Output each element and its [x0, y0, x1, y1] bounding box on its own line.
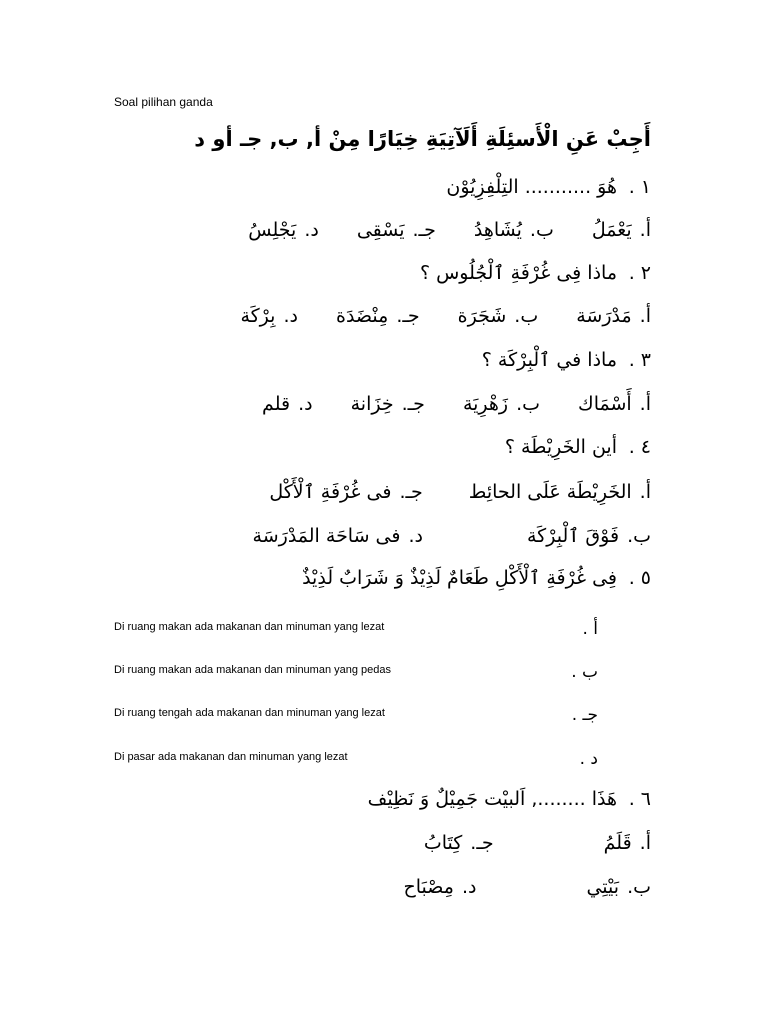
option-d[interactable]: د. فى سَاحَة المَدْرَسَة: [252, 525, 423, 547]
question-5-option-c[interactable]: [0, 705, 768, 727]
question-number: ٤ .: [628, 436, 651, 458]
question-text: ماذا في ٱلْبِرْكَة ؟: [481, 349, 617, 371]
option-c[interactable]: جـ. خِزَانة: [350, 393, 425, 415]
question-6-options-row2: [404, 876, 652, 899]
question-6-options-row1: [424, 832, 651, 855]
question-2: [420, 262, 651, 285]
option-a[interactable]: أ. أَسْمَاك: [578, 393, 651, 415]
question-1-options: [248, 219, 651, 242]
question-number: ١ .: [628, 176, 651, 198]
question-1: [446, 176, 651, 199]
option-d[interactable]: د. قلم: [262, 393, 313, 415]
question-number: ٢ .: [628, 262, 651, 284]
option-a[interactable]: أ. يَعْمَلُ: [591, 219, 651, 241]
option-c[interactable]: جـ. فى غُرْفَةِ ٱلْأَكْل: [269, 481, 423, 503]
question-5-option-a[interactable]: [0, 619, 768, 641]
option-c[interactable]: جـ. مِنْضَدَة: [335, 305, 420, 327]
question-4-options-row1: [269, 481, 651, 504]
question-2-options: [240, 305, 651, 328]
option-d[interactable]: د. يَجْلِسُ: [248, 219, 319, 241]
option-b[interactable]: ب. يُشَاهِدُ: [473, 219, 554, 241]
question-text: هَذَا ........, اَلبيْت جَمِيْلٌ وَ نَظِيْف: [367, 788, 617, 810]
option-a[interactable]: أ. مَدْرَسَة: [576, 305, 651, 327]
instruction-heading: أَجِبْ عَنِ الْأَسئِلَةِ أَلَآتِيَةِ خِيَارًا مِنْ أ, ب, جـ أو د: [194, 127, 651, 151]
question-text: أين الخَرِيْطَة ؟: [504, 436, 617, 458]
question-3: [482, 349, 651, 372]
option-c[interactable]: جـ. يَسْقِى: [356, 219, 436, 241]
question-3-options: [262, 393, 651, 416]
option-d[interactable]: د. بِرْكَة: [240, 305, 298, 327]
worksheet-label: Soal pilihan ganda: [114, 95, 213, 109]
question-number: ٦ .: [628, 788, 651, 810]
option-letter: جـ .: [571, 705, 598, 725]
question-text: فِى غُرْفَةِ ٱلْأَكْلِ طَعَامٌ لَذِيْذٌ وَ شَرَابٌ لَذِيْذٌ: [302, 567, 617, 589]
option-text: Di ruang makan ada makanan dan minuman yang lezat: [114, 621, 385, 633]
option-text: Di ruang tengah ada makanan dan minuman yang lezat: [114, 707, 385, 719]
question-6: [368, 788, 651, 811]
option-a[interactable]: أ. قَلَمُ: [603, 832, 651, 854]
option-text: Di ruang makan ada makanan dan minuman yang pedas: [114, 664, 392, 676]
question-5-option-b[interactable]: [0, 662, 768, 684]
option-letter: ب .: [571, 662, 598, 682]
question-number: ٣ .: [628, 349, 651, 371]
option-letter: د .: [579, 749, 598, 769]
question-4: [505, 436, 651, 459]
option-text: Di pasar ada makanan dan minuman yang lezat: [114, 751, 348, 763]
question-5-option-d[interactable]: [0, 749, 768, 771]
option-letter: أ .: [582, 619, 598, 639]
option-b[interactable]: ب. زَهْرِيَة: [462, 393, 541, 415]
option-b[interactable]: ب. بَيْتِي: [586, 876, 651, 898]
question-5: [302, 567, 651, 590]
question-text: هُوَ ........... التِلْفِزِيُوْن: [446, 176, 617, 198]
question-4-options-row2: [253, 525, 651, 548]
option-b[interactable]: ب. فَوْقَ ٱلْبِرْكَة: [527, 525, 651, 547]
option-d[interactable]: د. مِصْبَاح: [403, 876, 477, 898]
option-c[interactable]: جـ. كِتَابُ: [423, 832, 494, 854]
option-b[interactable]: ب. شَجَرَة: [457, 305, 539, 327]
question-number: ٥ .: [628, 567, 651, 589]
option-a[interactable]: أ. الخَرِيْطَة عَلَى الحائِط: [468, 481, 651, 503]
question-text: ماذا فِى غُرْفَةِ ٱلْجُلُوس ؟: [419, 262, 617, 284]
